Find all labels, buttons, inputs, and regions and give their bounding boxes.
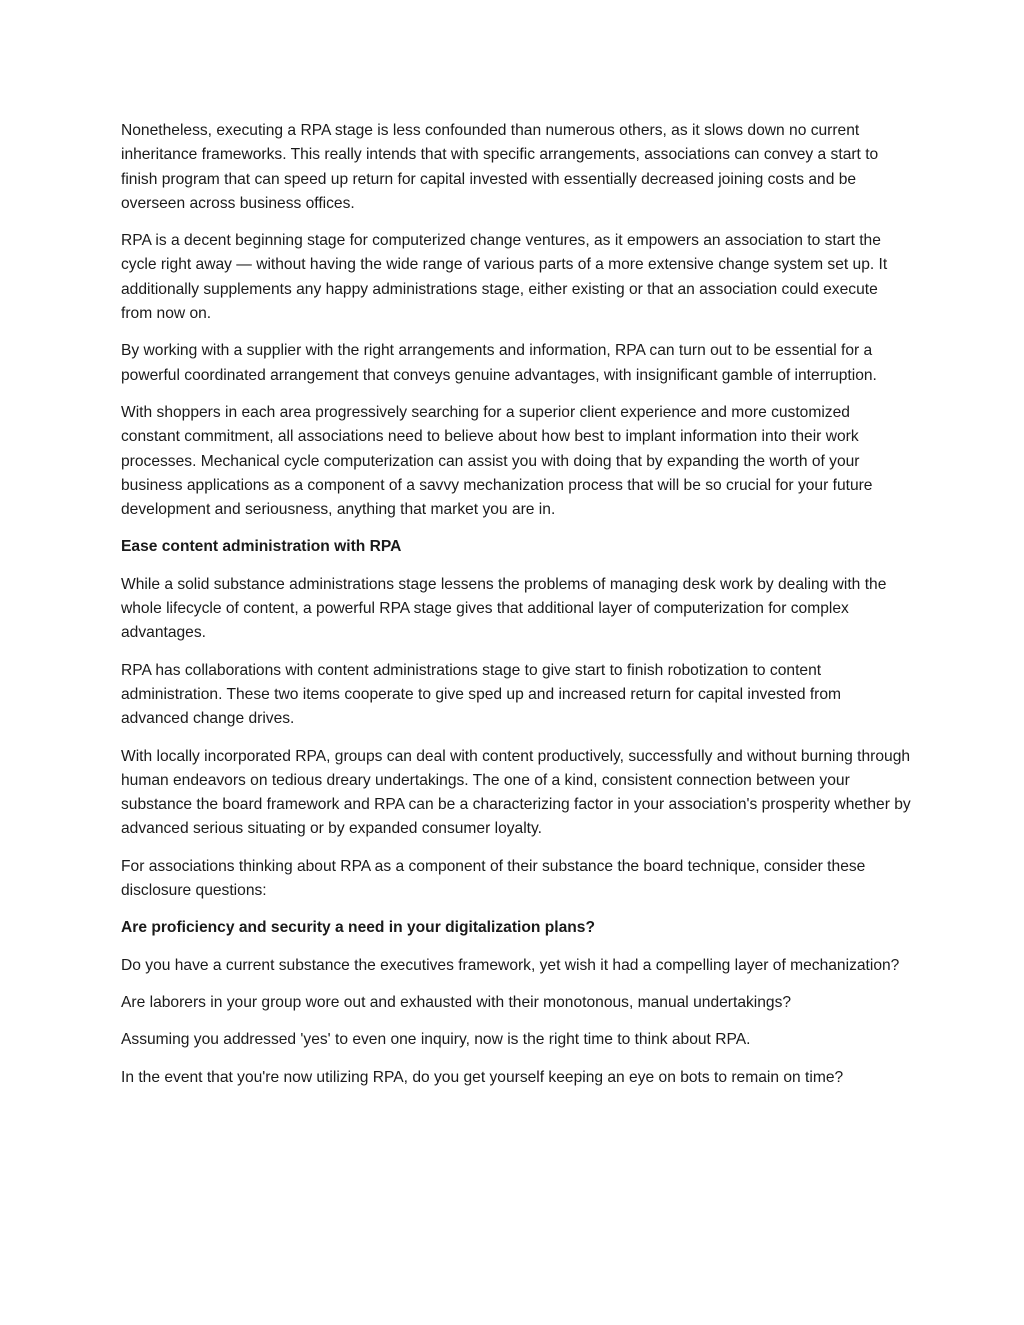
section-heading-ease-content: Ease content administration with RPA <box>121 538 402 556</box>
paragraph-10: Are laborers in your group wore out and exhausted with their monotonous, manual undertakings? <box>121 993 792 1011</box>
paragraph-3: By working with a supplier with the right arrangements and information, RPA can turn out to be essential for a powerful coordinated arrangement that conveys genuine advantages, with insignificant gamble of interruption. <box>121 342 877 384</box>
paragraph-6: RPA has collaborations with content administrations stage to give start to finish robotization to content administration. These two items cooperate to give sped up and increased return for capital invested from advanced change drives. <box>121 661 842 728</box>
paragraph-9: Do you have a current substance the executives framework, yet wish it had a compelling layer of mechanization? <box>121 956 900 974</box>
document-page <box>121 119 911 1103</box>
paragraph-8: For associations thinking about RPA as a component of their substance the board technique, consider these disclosure questions: <box>121 857 866 900</box>
paragraph-5: While a solid substance administrations stage lessens the problems of managing desk work by dealing with the whole lifecycle of content, a powerful RPA stage gives that additional layer of computerization for complex advantages. <box>121 575 887 642</box>
paragraph-2: RPA is a decent beginning stage for computerized change ventures, as it empowers an association to start the cycle right away — without having the wide range of various parts of a more extensive change system set up. It additionally supplements any happy administrations stage, either existing or that an association could execute from now on. <box>121 232 888 323</box>
paragraph-12: In the event that you're now utilizing RPA, do you get yourself keeping an eye on bots to remain on time? <box>121 1068 844 1086</box>
section-heading-proficiency: Are proficiency and security a need in your digitalization plans? <box>121 919 595 937</box>
paragraph-11: Assuming you addressed 'yes' to even one inquiry, now is the right time to think about RPA. <box>121 1031 751 1049</box>
paragraph-7: With locally incorporated RPA, groups can deal with content productively, successfully and without burning through human endeavors on tedious dreary undertakings. The one of a kind, consistent connection between your substance the board framework and RPA can be a characterizing factor in your association's prosperity whether by advanced serious situating or by expanded consumer loyalty. <box>121 747 911 838</box>
paragraph-1: Nonetheless, executing a RPA stage is less confounded than numerous others, as it slows down no current inheritance frameworks. This really intends that with specific arrangements, associations can convey a start to finish program that can speed up return for capital invested with essentially decreased joining costs and be overseen across business offices. <box>121 122 879 212</box>
paragraph-4: With shoppers in each area progressively searching for a superior client experience and more customized constant commitment, all associations need to believe about how best to implant information into their work processes. Mechanical cycle computerization can assist you with doing that by expanding the worth of your business applications as a component of a savvy mechanization process that will be so crucial for your future development and seriousness, anything that market you are in. <box>121 403 873 519</box>
